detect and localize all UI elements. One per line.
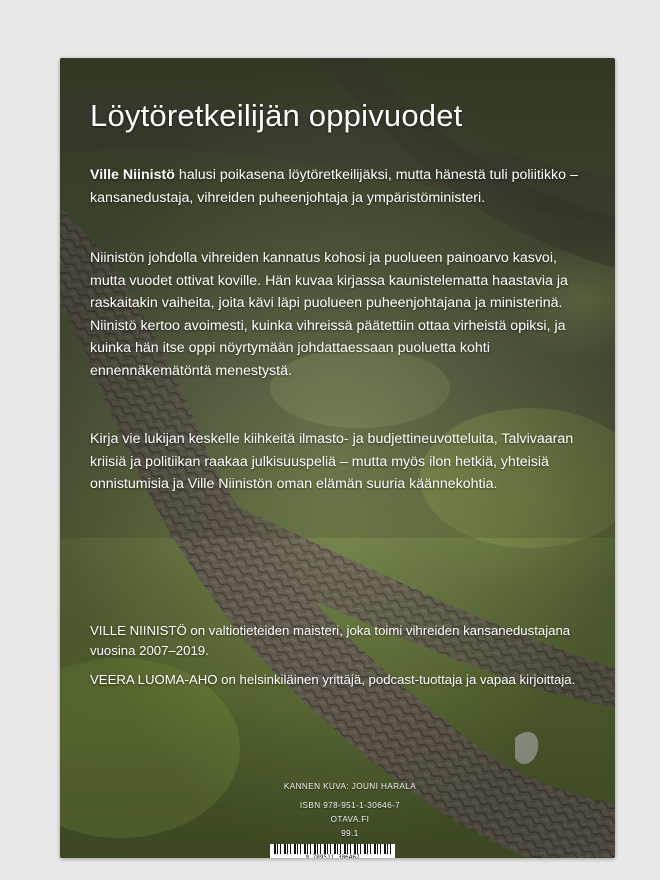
author-bio-2	[90, 670, 600, 690]
book-title: Löytöretkeilijän oppivuodet	[90, 98, 463, 133]
barcode-bar	[294, 844, 296, 854]
barcode-bar	[340, 844, 341, 854]
barcode-bar	[380, 844, 381, 854]
barcode-bar	[330, 844, 331, 854]
barcode-bar	[360, 844, 361, 854]
barcode-bar	[384, 844, 386, 854]
barcode-bar	[374, 844, 376, 854]
author-1-text: on valtiotieteiden maisteri, joka toimi vihreiden kansanedustajana vuosina 2007–2019.	[90, 623, 571, 658]
barcode-bar	[320, 844, 321, 854]
barcode-bar	[370, 844, 371, 854]
barcode-bar	[344, 844, 346, 854]
barcode-bar	[390, 844, 391, 854]
barcode-bar	[287, 844, 288, 854]
isbn-number: ISBN 978-951-1-30646-7	[299, 801, 401, 810]
barcode-bar	[304, 844, 306, 854]
description-paragraph-3: Kirja vie lukijan keskelle kiihkeitä ilmasto- ja budjettineuvotteluita, Talvivaaran kriisiä ja politiikan raakaa julkisuuspeliä – mutta myös ilon hetkiä, yhteisiä onnistumisia ja Ville Niinistön oman elämän suuria käännekohtia.	[90, 431, 574, 493]
author-name-bold: Ville Niinistö	[90, 167, 175, 183]
barcode-bar	[377, 844, 378, 854]
paragraph-1-text: halusi poikasena löytöretkeilijäksi, mutta hänestä tuli poliitikko – kansanedustaja, vihreiden puheenjohtaja ja ympäristöministeri.	[90, 167, 578, 206]
barcode-bar	[357, 844, 358, 854]
barcode-bar	[280, 844, 281, 854]
barcode-bar	[300, 844, 301, 854]
barcode-bar	[364, 844, 366, 854]
barcode-digits: 9 789511 306467	[305, 854, 360, 858]
barcode-bar	[284, 844, 286, 854]
barcode-bar	[324, 844, 326, 854]
description-paragraph-1	[90, 164, 590, 209]
barcode-bar	[337, 844, 338, 854]
author-1-name: VILLE NIINISTÖ	[90, 623, 187, 638]
barcode-bar	[347, 844, 348, 854]
description-paragraph-2: Niinistön johdolla vihreiden kannatus kohosi ja puolueen painoarvo kasvoi, mutta vuodet ottivat koville. Hän kuvaa kirjassa kaunistelematta haastavia ja raskaitakin vaiheita, joita kävi läpi puolueen puheenjohtajana ja ministerinä. Niinistö kertoo avoimesti, kuinka vihreissä päätettiin ottaa virheistä opiksi, ja kuinka hän itse oppi nöyrtymään johdattaessaan puoluetta kohti ennennäkemätöntä menestystä.	[90, 250, 568, 379]
barcode-bar	[350, 844, 351, 854]
barcode-bar	[354, 844, 356, 854]
barcode-bar	[317, 844, 318, 854]
barcode-bar	[310, 844, 311, 854]
barcode-bar	[274, 844, 276, 854]
barcode-bar	[297, 844, 298, 854]
isbn-barcode	[270, 844, 395, 858]
barcode-bar	[314, 844, 316, 854]
barcode-bar	[327, 844, 328, 854]
barcode-bars	[270, 844, 395, 854]
book-back-cover	[60, 58, 615, 858]
barcode-bar	[367, 844, 368, 854]
library-class-code: 99.1	[341, 829, 359, 838]
author-2-name: VEERA LUOMA-AHO	[90, 672, 218, 687]
barcode-bar	[290, 844, 291, 854]
author-bio-1	[90, 621, 600, 660]
barcode-bar	[387, 844, 388, 854]
barcode-bar	[307, 844, 308, 854]
cover-photo-credit: KANNEN KUVA: JOUNI HARALA	[283, 782, 417, 791]
barcode-bar	[334, 844, 336, 854]
author-2-text: on helsinkiläinen yrittäjä, podcast-tuottaja ja vapaa kirjoittaja.	[217, 672, 576, 687]
publisher-website: OTAVA.FI	[330, 815, 370, 824]
barcode-bar	[277, 844, 278, 854]
